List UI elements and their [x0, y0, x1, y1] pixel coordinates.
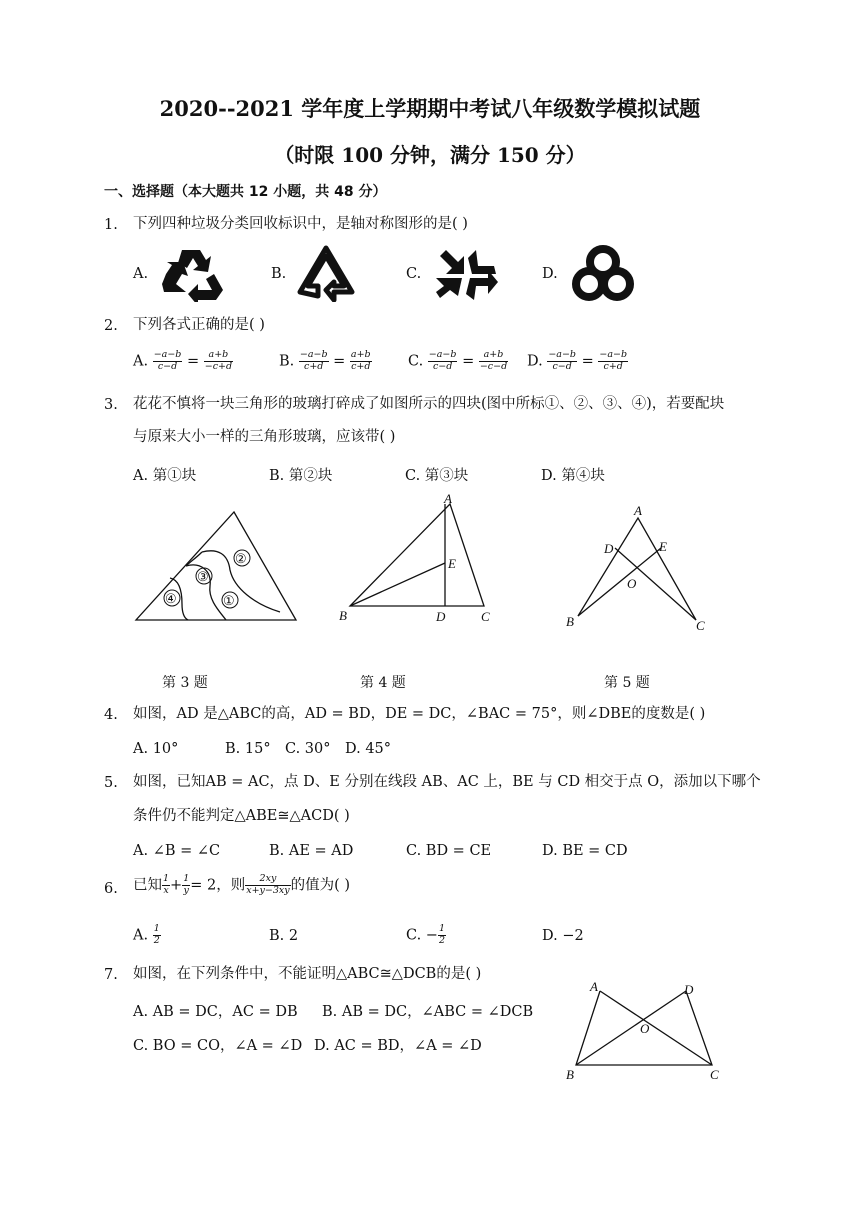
section-heading: 一、选择题（本大题共 12 小题，共 48 分）: [104, 184, 387, 200]
question-number: 2.: [104, 318, 118, 334]
text-fragment: = 2，则: [190, 877, 246, 894]
option-c-label[interactable]: C. BO = CO，∠A = ∠D: [133, 1038, 303, 1054]
question-5-text-line2: 条件仍不能判定△ABE≅△ACD( ): [133, 808, 350, 824]
fraction: [162, 874, 170, 897]
numerator: −a−b: [548, 349, 576, 360]
numerator: a+b: [204, 350, 233, 362]
denominator: c+d: [304, 360, 324, 372]
recycle-arrows-icon: [160, 246, 226, 302]
piece-label: ③: [197, 569, 209, 584]
figure-5-triangle: [560, 498, 720, 636]
option-b-label[interactable]: B. 第②块: [269, 468, 333, 484]
text-fragment: +: [170, 877, 183, 894]
figure-caption: 第 3 题: [162, 675, 208, 691]
option-b-label[interactable]: B. 15°: [225, 741, 271, 757]
figure-caption: 第 5 题: [604, 675, 650, 691]
question-number: 1.: [104, 217, 118, 233]
point-label: A: [444, 491, 452, 506]
option-c-label[interactable]: C. 30°: [285, 741, 331, 757]
option-d-label[interactable]: D. AC = BD，∠A = ∠D: [314, 1038, 482, 1054]
point-label: B: [566, 614, 574, 629]
denominator: c−d: [552, 360, 572, 372]
fraction: [350, 350, 372, 373]
point-label: D: [436, 609, 446, 624]
option-d-label[interactable]: D. −2: [542, 928, 584, 944]
fraction: [245, 874, 290, 897]
option-d-label[interactable]: D. 第④块: [541, 468, 605, 484]
figure-7-bowtie: [560, 975, 730, 1085]
option-b-label[interactable]: B. 2: [269, 928, 299, 944]
question-number: 7.: [104, 967, 118, 983]
option-d-label[interactable]: D.: [542, 266, 558, 282]
question-number: 6.: [104, 881, 118, 897]
question-5-text-line1: 如图，已知AB = AC，点 D、E 分别在线段 AB、AC 上，BE 与 CD 相交于点 O，添加以下哪个: [133, 774, 761, 790]
question-number: 4.: [104, 707, 118, 723]
option-a-label: A.: [133, 927, 149, 944]
fraction: [479, 350, 508, 373]
fraction: [598, 350, 628, 373]
fraction: [204, 350, 233, 373]
figure-caption: 第 4 题: [360, 675, 406, 691]
crack-line: [186, 552, 202, 566]
point-label: O: [627, 576, 637, 591]
fraction: [299, 350, 329, 373]
option-c[interactable]: [406, 924, 446, 947]
option-d-label[interactable]: D. 45°: [345, 741, 392, 757]
question-number: 3.: [104, 397, 118, 413]
piece-label: ④: [165, 591, 177, 606]
option-a-label[interactable]: A. 10°: [133, 741, 179, 757]
numerator: a+b: [350, 349, 371, 360]
question-number: 5.: [104, 775, 118, 791]
point-label: C: [696, 618, 705, 633]
point-label: E: [659, 539, 667, 554]
option-c[interactable]: C. $\frac{-a-b}{c-d}$ = $\frac{a+b}{-c-d}$: [408, 349, 508, 372]
fraction: [153, 350, 183, 373]
fraction: [428, 350, 458, 373]
point-label: O: [640, 1021, 650, 1036]
figure-4-triangle: [333, 490, 503, 630]
numerator: −a−b: [153, 349, 182, 360]
option-c-label[interactable]: C. 第③块: [405, 468, 469, 484]
option-a-label: A.: [133, 353, 149, 370]
numerator: 2xy: [245, 874, 290, 886]
text-fragment: 已知: [133, 877, 162, 894]
point-label: B: [566, 1067, 574, 1082]
denominator: x+y−3xy: [246, 884, 290, 896]
question-1-text: 下列四种垃圾分类回收标识中，是轴对称图形的是( ): [133, 216, 468, 232]
option-a[interactable]: A. $\frac{-a-b}{c-d}$ = $\frac{a+b}{-c+d}$: [133, 349, 233, 372]
option-d-label[interactable]: D. BE = CD: [542, 843, 628, 859]
option-a-label[interactable]: A. 第①块: [133, 468, 197, 484]
arrows-sign-icon: [432, 246, 500, 302]
fraction: [438, 924, 446, 947]
point-label: B: [339, 608, 347, 623]
option-b[interactable]: B. $\frac{-a-b}{c+d}$ = $\frac{a+b}{c+d}$: [279, 349, 371, 372]
denominator: c+d: [351, 360, 371, 372]
numerator: a+b: [479, 350, 508, 362]
numerator: 1: [163, 873, 170, 884]
option-c-label: C. −: [406, 927, 438, 944]
option-b-label: B.: [279, 353, 295, 370]
numerator: 1: [153, 923, 160, 934]
denominator: y: [183, 884, 189, 896]
point-label: A: [590, 979, 598, 994]
question-7-text: 如图，在下列条件中，不能证明△ABC≅△DCB的是( ): [133, 966, 482, 982]
point-label: D: [604, 541, 614, 556]
point-label: E: [448, 556, 456, 571]
page-title: 2020--2021 学年度上学期期中考试八年级数学模拟试题: [159, 96, 701, 121]
fraction: [547, 350, 577, 373]
point-label: D: [684, 982, 694, 997]
denominator: c−d: [432, 360, 453, 372]
question-6-text: [133, 874, 350, 897]
numerator: −a−b: [428, 349, 457, 360]
question-3-text-line2: 与原来大小一样的三角形玻璃，应该带( ): [133, 429, 396, 445]
question-2-text: 下列各式正确的是( ): [133, 317, 265, 333]
denominator: 2: [153, 934, 160, 946]
denominator: x: [163, 884, 169, 896]
numerator: 1: [438, 923, 445, 934]
fraction: [153, 924, 161, 947]
point-label: A: [634, 503, 642, 518]
three-rings-icon: [568, 244, 638, 304]
denominator: −c−d: [479, 360, 508, 372]
numerator: −a−b: [299, 349, 328, 360]
option-d-label: D.: [527, 353, 543, 370]
option-c-label[interactable]: C.: [406, 266, 422, 282]
triangle-outline: [136, 512, 296, 620]
page-subtitle: （时限 100 分钟，满分 150 分）: [274, 143, 586, 167]
figure-3-broken-glass: [130, 508, 302, 624]
option-d[interactable]: D. $\frac{-a-b}{c-d}$ = $\frac{-a-b}{c+d}$: [527, 349, 628, 372]
denominator: 2: [438, 934, 445, 946]
question-4-text: 如图，AD 是△ABC的高，AD = BD，DE = DC，∠BAC = 75°，则∠DBE的度数是( ): [133, 706, 706, 722]
point-label: C: [710, 1067, 719, 1082]
option-a-label[interactable]: A. ∠B = ∠C: [133, 843, 221, 859]
denominator: c−d: [157, 360, 178, 372]
option-c-label[interactable]: C. BD = CE: [406, 843, 492, 859]
option-c-label: C.: [408, 353, 424, 370]
question-3-text-line1: 花花不慎将一块三角形的玻璃打碎成了如图所示的四块(图中所标①、②、③、④)，若要配块: [133, 396, 725, 412]
triangle-recycle-icon: [296, 244, 356, 302]
option-b-label[interactable]: B. AB = DC，∠ABC = ∠DCB: [322, 1004, 534, 1020]
point-label: C: [481, 609, 490, 624]
numerator: 1: [183, 873, 190, 884]
option-b-label[interactable]: B.: [271, 266, 287, 282]
denominator: c+d: [603, 360, 623, 372]
option-a[interactable]: [133, 924, 161, 947]
numerator: −a−b: [599, 349, 628, 360]
piece-label: ②: [235, 551, 247, 566]
option-a-label[interactable]: A.: [133, 266, 149, 282]
text-fragment: 的值为( ): [290, 877, 351, 894]
option-a-label[interactable]: A. AB = DC，AC = DB: [133, 1004, 298, 1020]
denominator: −c+d: [204, 360, 233, 372]
option-b-label[interactable]: B. AE = AD: [269, 843, 354, 859]
piece-label: ①: [223, 593, 235, 608]
